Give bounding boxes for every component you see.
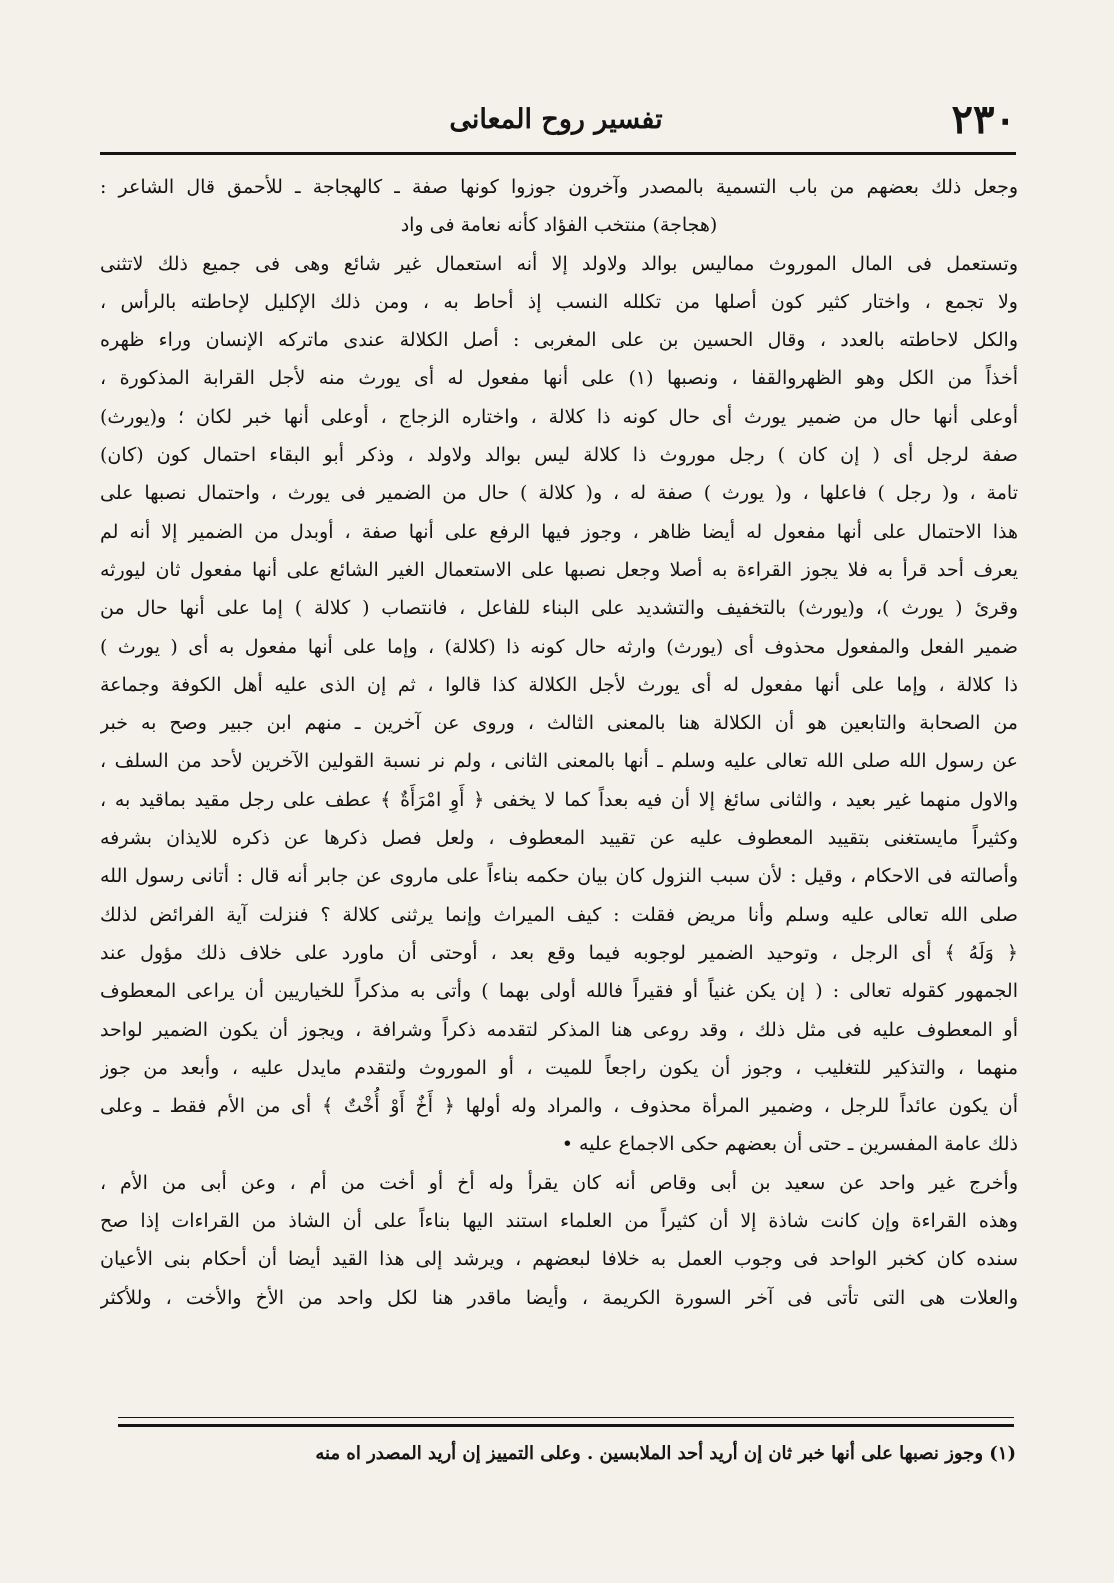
body-text — [100, 168, 1018, 1317]
text-line: أو المعطوف عليه فى مثل ذلك ، وقد روعى هنا المذكر لتقدمه ذكراً وشرافة ، ويجوز أن يكون الضمير لواحد — [100, 1018, 1018, 1041]
text-line: ذا كلالة ، وإما على أنها مفعول له أى يورث لأجل الكلالة كذا قالوا ، ثم إن الذى عليه أهل الكوفة وجماعة — [100, 673, 1018, 696]
text-line: وأصالته فى الاحكام ، وقيل : لأن سبب النزول كان بيان حكمه بناءاً على ماروى عن جابر أنه قال : أتانى رسول الله — [100, 865, 1018, 888]
text-line: وكثيراً مايستغنى بتقييد المعطوف عليه عن تقييد المعطوف ، ولعل فصل ذكرها عن ذكره للايذان بشرفه — [100, 827, 1018, 850]
text-line: ذلك عامة المفسرين ـ حتى أن بعضهم حكى الاجماع عليه • — [561, 1133, 1018, 1156]
text-line: أن يكون عائداً للرجل ، وضمير المرأة محذوف ، والمراد وله أولها ﴿ أَخٌ أَوْ أُخْتٌ ﴾ أى من الأم فقط ـ وعلى — [100, 1095, 1018, 1118]
text-line: والكل لاحاطته بالعدد ، وقال الحسين بن على المغربى : أصل الكلالة عندى ماتركه الإنسان وراء ظهره — [100, 329, 1018, 352]
text-line: ﴿ وَلَهُ ﴾ أى الرجل ، وتوحيد الضمير لوجوبه فيما وقع بعد ، أوحتى أن ماورد على خلاف ذلك مؤول عند — [100, 941, 1018, 964]
text-line: ضمير الفعل والمفعول محذوف أى (يورث) وارثه حال كونه ذا (كلالة) ، وإما على أنها مفعول به أى ( يورث ) — [100, 635, 1018, 658]
text-line: وقرئ ( يورث )، و(يورث) بالتخفيف والتشديد على البناء للفاعل ، فانتصاب ( كلالة ) إما على أنها حال من — [100, 597, 1018, 620]
running-title: تفسير روح المعانى — [449, 104, 663, 135]
text-line: الجمهور كقوله تعالى : ( إن يكن غنياً أو فقيراً فالله أولى بهما ) وأتى به مذكراً للخياريين أن يراعى المعطوف — [100, 980, 1018, 1003]
text-line: وأخرج غير واحد عن سعيد بن أبى وقاص أنه كان يقرأ وله أخ أو أخت من أم ، وعن أبى من الأم ، — [100, 1171, 1018, 1194]
text-line: تامة ، و( رجل ) فاعلها ، و( يورث ) صفة له ، و( كلالة ) حال من الضمير فى يورث ، واحتمال نصبها على — [100, 482, 1018, 505]
text-line: من الصحابة والتابعين هو أن الكلالة هنا بالمعنى الثالث ، وروى عن آخرين ـ منهم ابن جبير وصح به خبر — [100, 712, 1018, 735]
text-line: والاول منهما غير بعيد ، والثانى سائغ إلا أن فيه بعداً كما لا يخفى ﴿ أَوِ امْرَأَةٌ ﴾ عطف على رجل مقيد بماقيد به ، — [100, 788, 1018, 811]
text-line: أوعلى أنها حال من ضمير يورث أى حال كونه ذا كلالة ، واختاره الزجاج ، أوعلى أنها خبر لكان ؛ و(يورث) — [100, 405, 1018, 428]
text-line: وجعل ذلك بعضهم من باب التسمية بالمصدر وآخرون جوزوا كونها صفة ـ كالهجاجة ـ للأحمق قال الشاعر : — [100, 176, 1018, 198]
text-line: أخذاً من الكل وهو الظهروالقفا ، ونصبها (١) على أنها مفعول له أى يورث منه لأجل القرابة المذكورة ، — [100, 367, 1018, 390]
text-line: هذا الاحتمال على أنها مفعول له أيضا ظاهر ، وجوز فيها الرفع على أنها صفة ، أوبدل من الضمير إلا أنه لم — [100, 520, 1018, 543]
text-line: يعرف أحد قرأ به فلا يجوز القراءة به أصلا وجعل نصبها على الاستعمال الغير الشائع على أنها مفعول ثان ليورثه — [100, 558, 1018, 581]
text-line: سنده كان كخبر الواحد فى وجوب العمل به خلافا لبعضهم ، ويرشد إلى هذا القيد أيضا أن أحكام بنى الأعيان — [100, 1248, 1018, 1271]
page-number: ٢٣٠ — [951, 96, 1016, 143]
verse-line: (هجاجة) منتخب الفؤاد كأنه نعامة فى واد — [400, 214, 718, 237]
header-rule — [100, 152, 1016, 155]
text-line: وتستعمل فى المال الموروث مماليس بوالد ولاولد إلا أنه استعمال غير شائع وهى فى جميع ذلك لاتثنى — [100, 252, 1018, 275]
text-line: صلى الله تعالى عليه وسلم وأنا مريض فقلت : كيف الميراث وإنما يرثنى كلالة ؟ فنزلت آية الفرائض لذلك — [100, 903, 1018, 926]
text-line: والعلات هى التى تأتى فى آخر السورة الكريمة ، وأيضا ماقدر هنا لكل واحد من الأخ والأخت ، وللأكثر — [100, 1286, 1018, 1309]
page-header — [96, 96, 1016, 152]
text-line: ولا تجمع ، واختار كثير كون أصلها من تكلله النسب إذ أحاط به ، ومن ذلك الإكليل لإحاطته بالرأس ، — [100, 290, 1018, 313]
text-line: وهذه القراءة وإن كانت شاذة إلا أن كثيراً من العلماء استند اليها بناءاً على أن الشاذ من القراءات إذا صح — [100, 1210, 1018, 1233]
footnote: (١) وجوز نصبها على أنها خبر ثان إن أريد أحد الملابسين . وعلى التمييز إن أريد المصدر اه منه — [315, 1443, 1016, 1464]
footnote-rule-thin — [118, 1417, 1014, 1418]
text-line: منهما ، والتذكير للتغليب ، وجوز أن يكون راجعاً للميت ، أو الموروث ولتقدم مايدل عليه ، وأبعد من جوز — [100, 1056, 1018, 1079]
footnote-rule-thick — [118, 1424, 1014, 1427]
text-line: عن رسول الله صلى الله تعالى عليه وسلم ـ أنها بالمعنى الثانى ، ولم نر نسبة القولين الآخرين لأحد من السلف ، — [100, 750, 1018, 773]
text-line: صفة لرجل أى ( إن كان ) رجل موروث ذا كلالة ليس بوالد ولاولد ، وذكر أبو البقاء احتمال كون (كان) — [100, 444, 1018, 467]
